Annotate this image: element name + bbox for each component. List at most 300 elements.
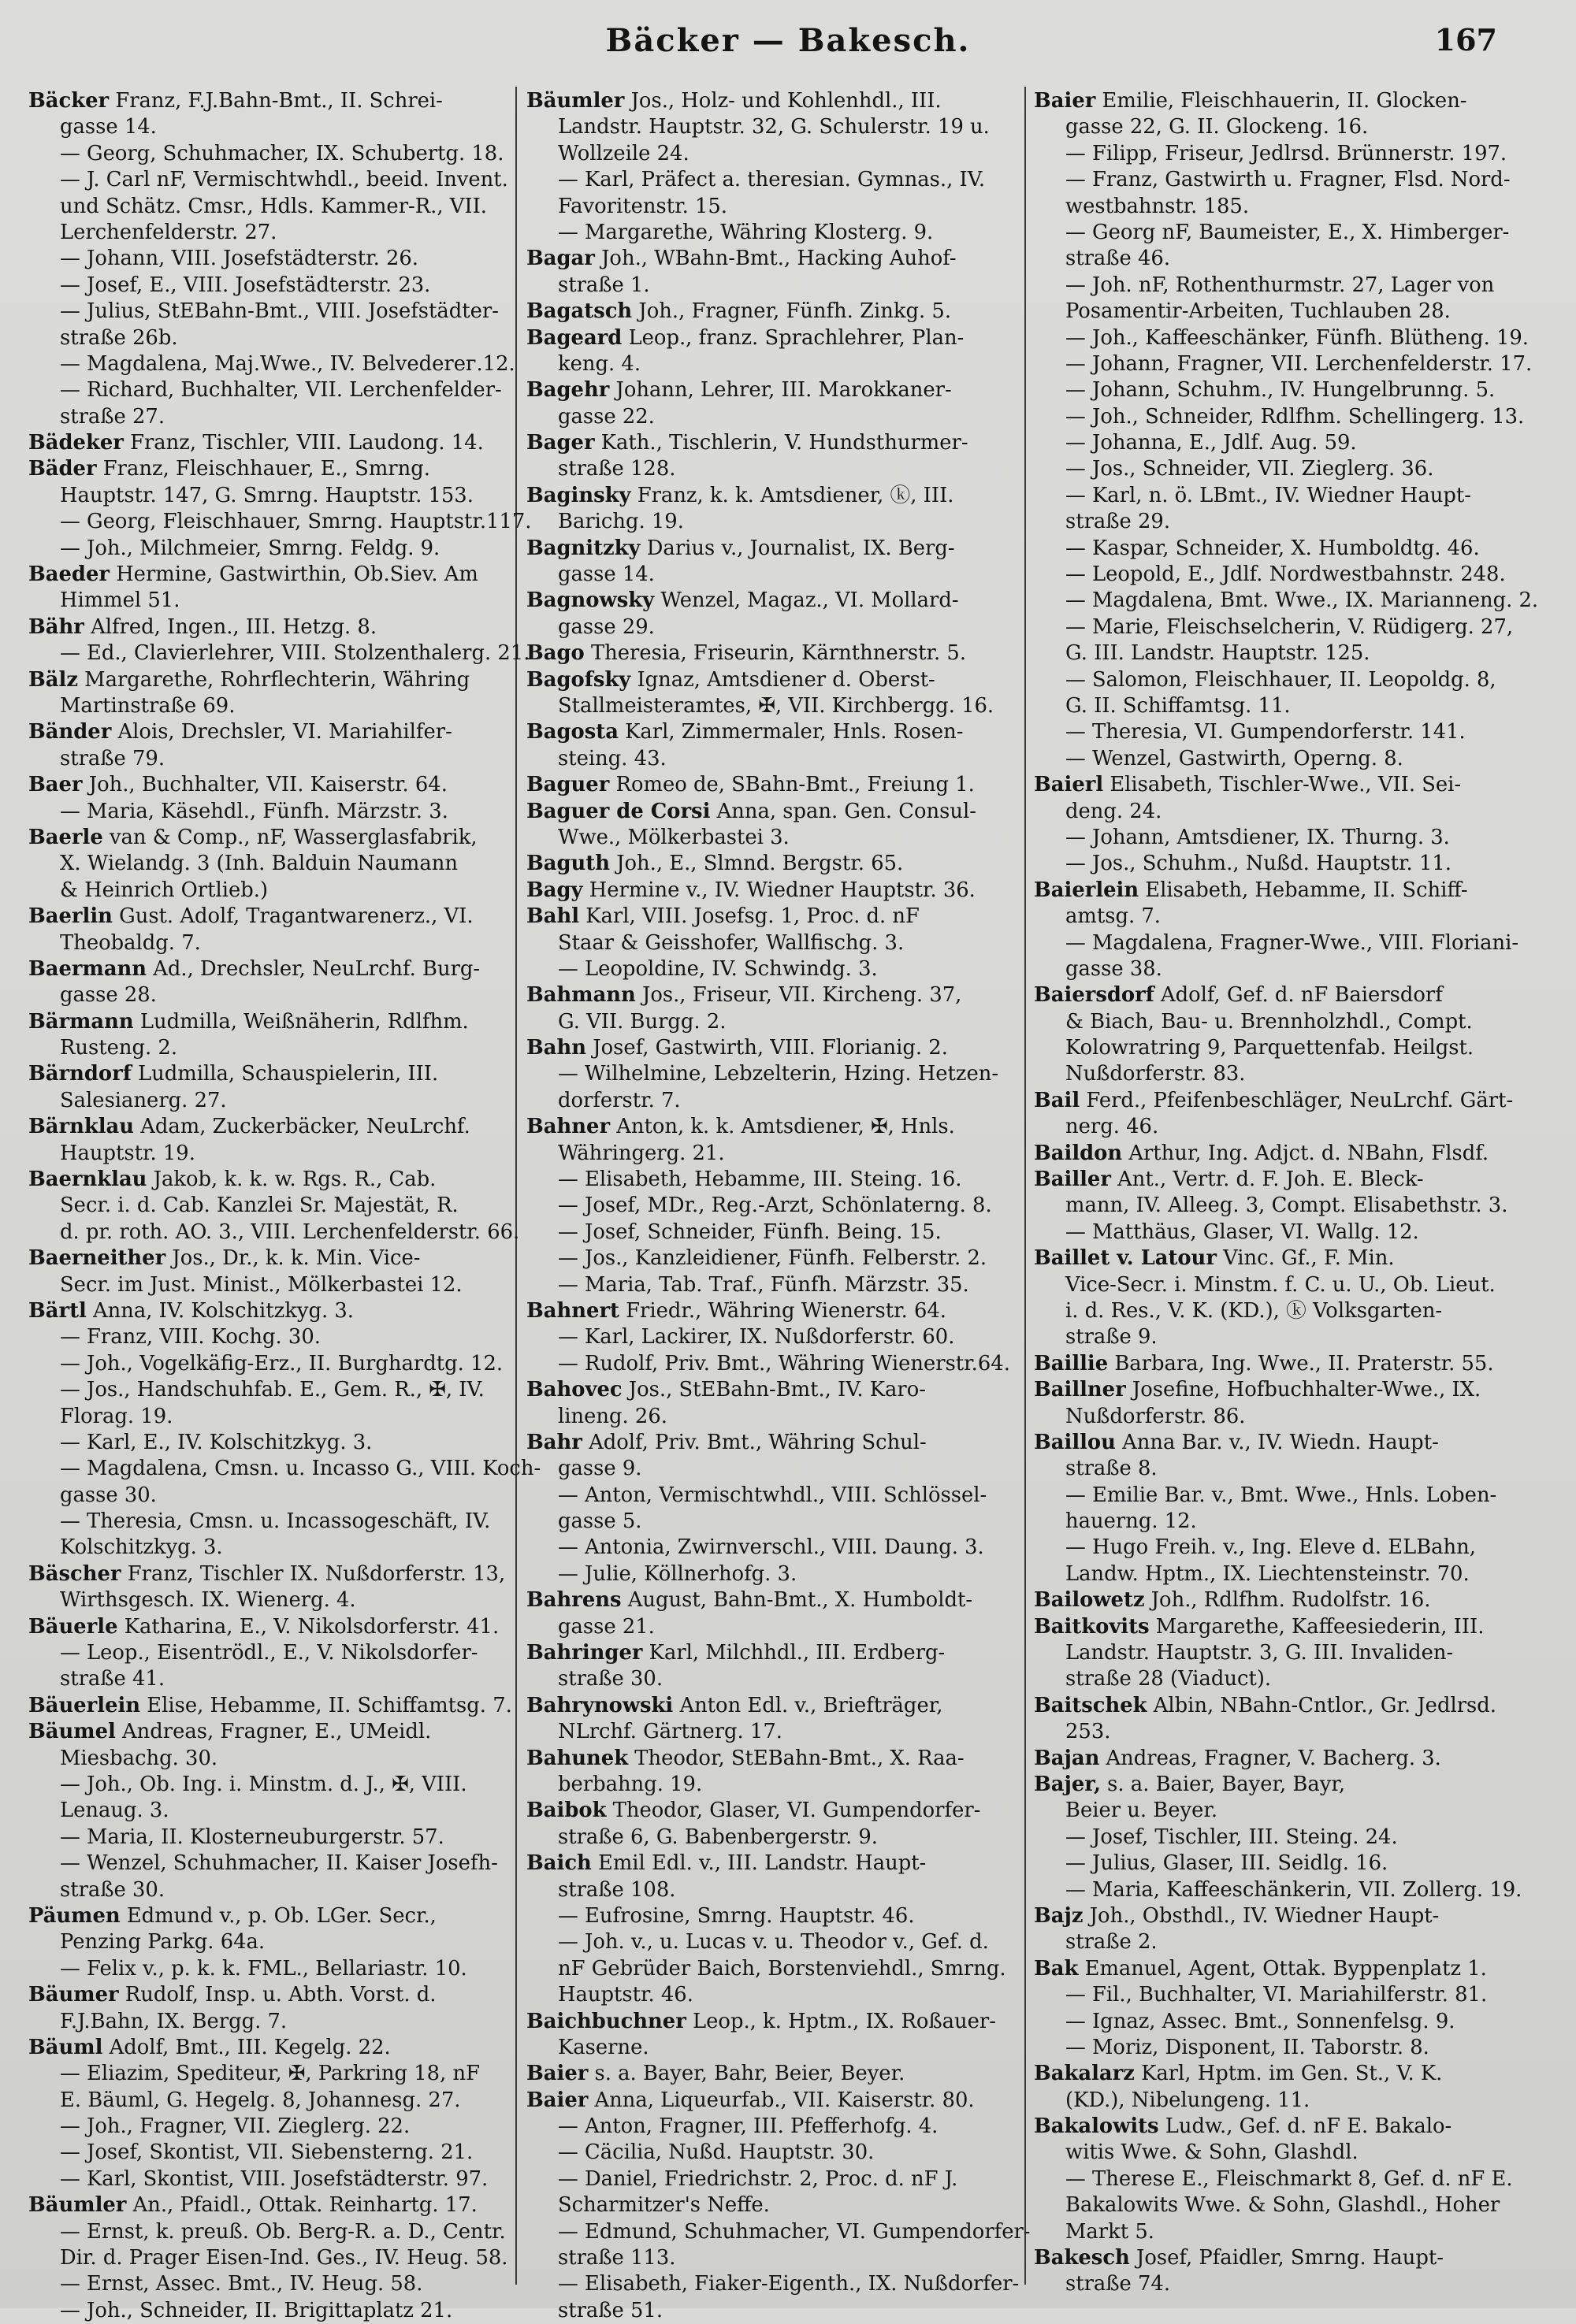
entry-text: i. d. Res., V. K. (KD.), ⓚ Volksgarten- bbox=[1065, 1298, 1443, 1323]
entry-text: Nußdorferstr. 83. bbox=[1065, 1062, 1246, 1086]
continuation-line bbox=[28, 2219, 507, 2245]
entry-surname: Baibok bbox=[526, 1799, 607, 1823]
entry-line bbox=[28, 719, 507, 745]
entry-surname: Bagatsch bbox=[526, 299, 633, 324]
entry-line bbox=[526, 878, 1017, 904]
entry-text: — Wenzel, Schuhmacher, II. Kaiser Josefh- bbox=[60, 1851, 498, 1876]
entry-text: — Wilhelmine, Lebzelterin, Hzing. Hetzen- bbox=[558, 1062, 999, 1086]
continuation-line bbox=[28, 1825, 507, 1851]
continuation-line bbox=[526, 1561, 1017, 1587]
entry-line bbox=[526, 1798, 1017, 1824]
continuation-line bbox=[526, 273, 1017, 299]
entry-surname: Bagnowsky bbox=[526, 588, 655, 613]
entry-line bbox=[1034, 2245, 1548, 2271]
entry-text: — J. Carl nF, Vermischtwhdl., beeid. Invent. bbox=[60, 168, 508, 192]
continuation-line bbox=[1034, 1561, 1548, 1587]
entry-text: nF Gebrüder Baich, Borstenviehdl., Smrng. bbox=[558, 1956, 1006, 1981]
entry-text: straße 113. bbox=[558, 2246, 676, 2270]
entry-text: — Ernst, Assec. Bmt., IV. Heug. 58. bbox=[60, 2272, 423, 2296]
continuation-line bbox=[526, 1903, 1017, 1929]
continuation-line bbox=[28, 930, 507, 956]
entry-text: mann, IV. Alleeg. 3, Compt. Elisabethstr. 3. bbox=[1065, 1194, 1508, 1218]
entry-text: — Georg nF, Baumeister, E., X. Himberger- bbox=[1065, 220, 1510, 244]
continuation-line bbox=[1034, 1719, 1548, 1745]
entry-surname: Baildon bbox=[1034, 1141, 1123, 1165]
entry-text: gasse 29. bbox=[558, 614, 655, 639]
entry-text: — Salomon, Fleischhauer, II. Leopoldg. 8, bbox=[1065, 667, 1496, 692]
entry-surname: Baginsky bbox=[526, 483, 631, 507]
entry-text: NLrchf. Gärtnerg. 17. bbox=[558, 1720, 782, 1744]
continuation-line bbox=[28, 982, 507, 1008]
continuation-line bbox=[28, 2140, 507, 2166]
continuation-line bbox=[28, 509, 532, 535]
continuation-line bbox=[526, 1956, 1017, 1982]
entry-surname: Bahrynowski bbox=[526, 1693, 674, 1717]
entry-text: — Joh., Milchmeier, Smrng. Feldg. 9. bbox=[60, 536, 440, 560]
entry-line bbox=[526, 1377, 1017, 1403]
continuation-line bbox=[1034, 1272, 1548, 1298]
entry-text: Joh., Obsthdl., IV. Wiedner Haupt- bbox=[1089, 1903, 1440, 1928]
continuation-line bbox=[28, 2061, 507, 2087]
entry-surname: Bäuerlein bbox=[28, 1693, 141, 1717]
continuation-line bbox=[526, 194, 1017, 220]
entry-text: — Maria, II. Klosterneuburgerstr. 57. bbox=[60, 1825, 444, 1849]
continuation-line bbox=[1034, 1825, 1548, 1851]
entry-surname: Bahner bbox=[526, 1115, 611, 1139]
entry-text: — Josef, Schneider, Fünfh. Being. 15. bbox=[558, 1220, 942, 1244]
continuation-line bbox=[1034, 719, 1548, 745]
entry-line bbox=[28, 1903, 507, 1929]
entry-text: gasse 21. bbox=[558, 1614, 655, 1639]
entry-text: Karl, Milchhdl., III. Erdberg- bbox=[649, 1641, 946, 1665]
entry-surname: Baitschek bbox=[1034, 1693, 1147, 1717]
entry-line bbox=[1034, 1167, 1548, 1193]
continuation-line bbox=[28, 1877, 507, 1903]
entry-line bbox=[28, 1719, 507, 1745]
continuation-line bbox=[28, 878, 507, 904]
continuation-line bbox=[1034, 273, 1548, 299]
continuation-line bbox=[526, 1404, 1017, 1430]
entry-text: Jos., Holz- und Kohlenhdl., III. bbox=[630, 89, 942, 113]
entry-surname: Baiersdorf bbox=[1034, 983, 1154, 1008]
entry-text: Landstr. Hauptstr. 32, G. Schulerstr. 19 u. bbox=[558, 115, 990, 139]
entry-text: G. III. Landstr. Hauptstr. 125. bbox=[1065, 641, 1370, 666]
entry-line bbox=[526, 772, 1017, 798]
entry-text: Gust. Adolf, Tragantwarenerz., VI. bbox=[119, 904, 474, 929]
continuation-line bbox=[1034, 220, 1548, 246]
entry-surname: Baier bbox=[526, 2062, 589, 2086]
entry-surname: Bahovec bbox=[526, 1378, 623, 1402]
entry-line bbox=[28, 772, 507, 798]
entry-text: Scharmitzer's Neffe. bbox=[558, 2193, 770, 2218]
entry-line bbox=[28, 1982, 507, 2008]
continuation-line bbox=[526, 1141, 1017, 1167]
entry-text: Anton, k. k. Amtsdiener, ✠, Hnls. bbox=[616, 1115, 955, 1139]
entry-text: — Georg, Fleischhauer, Smrng. Hauptstr.117. bbox=[60, 510, 532, 534]
entry-text: Josefine, Hofbuchhalter-Wwe., IX. bbox=[1132, 1378, 1481, 1402]
entry-text: — Emilie Bar. v., Bmt. Wwe., Hnls. Loben- bbox=[1065, 1483, 1497, 1507]
entry-text: s. a. Baier, Bayer, Bayr, bbox=[1107, 1773, 1346, 1796]
entry-text: Adam, Zuckerbäcker, NeuLrchf. bbox=[140, 1115, 470, 1139]
entry-text: — Johann, VIII. Josefstädterstr. 26. bbox=[60, 247, 419, 271]
entry-surname: Baer bbox=[28, 773, 83, 797]
continuation-line bbox=[526, 1009, 1017, 1035]
continuation-line bbox=[1034, 1798, 1548, 1824]
entry-text: Katharina, E., V. Nikolsdorferstr. 41. bbox=[124, 1614, 500, 1639]
entry-surname: Bähr bbox=[28, 614, 84, 639]
entry-surname: Baillet v. Latour bbox=[1034, 1246, 1217, 1271]
entry-surname: Baitkovits bbox=[1034, 1614, 1150, 1639]
entry-surname: Bajan bbox=[1034, 1746, 1100, 1770]
continuation-line bbox=[28, 536, 507, 562]
entry-text: — Elisabeth, Fiaker-Eigenth., IX. Nußdorfer- bbox=[558, 2272, 1020, 2296]
entry-line bbox=[526, 2009, 1017, 2035]
continuation-line bbox=[1034, 167, 1548, 193]
entry-surname: Bahr bbox=[526, 1430, 582, 1454]
entry-text: Ludmilla, Weißnäherin, Rdlfhm. bbox=[139, 1009, 469, 1034]
entry-surname: Baeder bbox=[28, 562, 110, 587]
entry-line bbox=[28, 1693, 512, 1719]
entry-surname: Bager bbox=[526, 431, 595, 455]
column-1 bbox=[28, 88, 541, 2322]
continuation-line bbox=[526, 167, 1017, 193]
entry-text: — Matthäus, Glaser, VI. Wallg. 12. bbox=[1065, 1220, 1419, 1244]
entry-line bbox=[28, 2192, 507, 2218]
continuation-line bbox=[526, 1272, 1017, 1298]
entry-text: Joh., WBahn-Bmt., Hacking Auhof- bbox=[601, 247, 957, 271]
entry-text: — Magdalena, Cmsn. u. Incasso G., VIII. Koch- bbox=[60, 1457, 541, 1481]
continuation-line bbox=[526, 614, 1017, 640]
entry-surname: Baierl bbox=[1034, 773, 1104, 797]
continuation-line bbox=[28, 1220, 520, 1246]
entry-text: Barbara, Ing. Wwe., II. Praterstr. 55. bbox=[1114, 1351, 1494, 1375]
continuation-line bbox=[1034, 614, 1548, 640]
entry-text: Rusteng. 2. bbox=[60, 1036, 178, 1060]
entry-line bbox=[28, 825, 507, 851]
continuation-line bbox=[526, 746, 1017, 772]
continuation-line bbox=[1034, 1324, 1548, 1350]
entry-line bbox=[526, 588, 1017, 614]
entry-text: — Kaspar, Schneider, X. Humboldtg. 46. bbox=[1065, 536, 1480, 560]
entry-text: straße 6, G. Babenbergerstr. 9. bbox=[558, 1825, 878, 1849]
entry-surname: Bälz bbox=[28, 667, 78, 692]
entry-text: 253. bbox=[1065, 1720, 1111, 1744]
entry-line bbox=[526, 325, 1017, 351]
page-number: 167 bbox=[1434, 22, 1497, 58]
entry-line bbox=[1034, 1956, 1548, 1982]
entry-line bbox=[526, 851, 1017, 877]
entry-text: — Jos., Handschuhfab. E., Gem. R., ✠, IV. bbox=[60, 1378, 485, 1402]
entry-surname: Bailowetz bbox=[1034, 1588, 1145, 1613]
entry-text: keng. 4. bbox=[558, 351, 641, 376]
continuation-line bbox=[1034, 509, 1548, 535]
entry-text: Secr. i. d. Cab. Kanzlei Sr. Majestät, R. bbox=[60, 1194, 459, 1218]
entry-line bbox=[526, 1851, 1017, 1877]
entry-surname: Bäumer bbox=[28, 1983, 119, 2007]
entry-text: — Julius, StEBahn-Bmt., VIII. Josefstädter- bbox=[60, 299, 499, 324]
entry-surname: Baguer de Corsi bbox=[526, 799, 711, 823]
entry-text: Anton Edl. v., Briefträger, bbox=[679, 1693, 943, 1717]
entry-surname: Bailler bbox=[1034, 1168, 1111, 1192]
continuation-line bbox=[28, 1851, 507, 1877]
entry-surname: Bahnert bbox=[526, 1298, 619, 1323]
continuation-line bbox=[526, 2166, 1017, 2192]
entry-surname: Baermann bbox=[28, 956, 147, 981]
entry-text: Ant., Vertr. d. F. Joh. E. Bleck- bbox=[1117, 1168, 1424, 1192]
continuation-line bbox=[1034, 1298, 1548, 1324]
continuation-line bbox=[526, 693, 1017, 719]
entry-text: — Franz, VIII. Kochg. 30. bbox=[60, 1325, 321, 1349]
entry-text: — Edmund, Schuhmacher, VI. Gumpendorfer- bbox=[558, 2219, 1031, 2244]
continuation-line bbox=[28, 377, 507, 403]
entry-text: — Therese E., Fleischmarkt 8, Gef. d. nF E. bbox=[1065, 2166, 1513, 2191]
entry-text: — Anton, Fragner, III. Pfefferhofg. 4. bbox=[558, 2114, 939, 2139]
entry-text: Anna, IV. Kolschitzkyg. 3. bbox=[93, 1298, 354, 1323]
entry-text: — Ignaz, Assec. Bmt., Sonnenfelsg. 9. bbox=[1065, 2009, 1455, 2033]
entry-text: deng. 24. bbox=[1065, 799, 1162, 823]
entry-line bbox=[1034, 2061, 1548, 2087]
continuation-line bbox=[1034, 799, 1548, 825]
entry-text: — Joh., Kaffeeschänker, Fünfh. Blütheng. 19. bbox=[1065, 325, 1529, 350]
entry-text: — Antonia, Zwirnverschl., VIII. Daung. 3. bbox=[558, 1535, 984, 1560]
entry-text: — Leopold, E., Jdlf. Nordwestbahnstr. 248. bbox=[1065, 562, 1506, 587]
continuation-line bbox=[1034, 930, 1548, 956]
entry-line bbox=[1034, 1351, 1548, 1377]
continuation-line bbox=[1034, 1877, 1548, 1903]
entry-surname: Baier bbox=[1034, 89, 1096, 113]
entry-text: Margarethe, Rohrflechterin, Währing bbox=[84, 667, 470, 692]
continuation-line bbox=[28, 1956, 507, 1982]
entry-line bbox=[526, 904, 1017, 930]
entry-text: Emanuel, Agent, Ottak. Byppenplatz 1. bbox=[1084, 1956, 1487, 1981]
entry-text: Albin, NBahn-Cntlor., Gr. Jedlrsd. bbox=[1153, 1693, 1496, 1717]
continuation-line bbox=[1034, 588, 1548, 614]
continuation-line bbox=[28, 2114, 507, 2140]
continuation-line bbox=[526, 1167, 1017, 1193]
entry-text: Leop., franz. Sprachlehrer, Plan- bbox=[628, 325, 965, 350]
entry-text: Posamentir-Arbeiten, Tuchlauben 28. bbox=[1065, 299, 1451, 324]
entry-text: Wollzeile 24. bbox=[558, 141, 690, 165]
entry-surname: Bäumler bbox=[526, 89, 625, 113]
entry-text: — Felix v., p. k. k. FML., Bellariastr. 10. bbox=[60, 1956, 467, 1981]
entry-text: Adolf, Bmt., III. Kegelg. 22. bbox=[109, 2035, 391, 2059]
entry-line bbox=[28, 956, 507, 982]
continuation-line bbox=[1034, 536, 1548, 562]
continuation-line bbox=[1034, 2219, 1548, 2245]
entry-text: gasse 22, G. II. Glockeng. 16. bbox=[1065, 115, 1369, 139]
column-divider bbox=[1024, 87, 1026, 2285]
entry-surname: Bahmann bbox=[526, 983, 636, 1008]
continuation-line bbox=[526, 2271, 1020, 2297]
entry-text: straße 108. bbox=[558, 1877, 676, 1902]
entry-text: Anna Bar. v., IV. Wiedn. Haupt- bbox=[1122, 1430, 1439, 1454]
entry-line bbox=[526, 246, 1017, 272]
entry-text: Theobaldg. 7. bbox=[60, 930, 201, 955]
entry-text: Emilie, Fleischhauerin, II. Glocken- bbox=[1102, 89, 1467, 113]
entry-surname: Bädeker bbox=[28, 431, 124, 455]
entry-text: Jakob, k. k. w. Rgs. R., Cab. bbox=[153, 1168, 437, 1192]
continuation-line bbox=[526, 1982, 1017, 2008]
entry-surname: Bak bbox=[1034, 1956, 1079, 1981]
entry-text: — Theresia, Cmsn. u. Incassogeschäft, IV. bbox=[60, 1509, 491, 1534]
entry-text: Florag. 19. bbox=[60, 1404, 173, 1428]
continuation-line bbox=[1034, 456, 1548, 482]
entry-text: — Magdalena, Bmt. Wwe., IX. Marianneng. 2. bbox=[1065, 588, 1539, 613]
continuation-line bbox=[526, 2192, 1017, 2218]
continuation-line bbox=[28, 2088, 507, 2114]
entry-text: Andreas, Fragner, V. Bacherg. 3. bbox=[1106, 1746, 1441, 1770]
entry-surname: Baerneither bbox=[28, 1246, 166, 1271]
entry-text: Franz, Fleischhauer, E., Smrng. bbox=[102, 457, 430, 481]
continuation-line bbox=[1034, 2035, 1548, 2061]
continuation-line bbox=[526, 2035, 1017, 2061]
entry-text: gasse 5. bbox=[558, 1509, 642, 1534]
entry-surname: Bäscher bbox=[28, 1561, 121, 1586]
entry-text: — Filipp, Friseur, Jedlrsd. Brünnerstr. 197. bbox=[1065, 141, 1507, 165]
entry-text: G. II. Schiffamtsg. 11. bbox=[1065, 693, 1291, 718]
continuation-line bbox=[526, 1483, 1017, 1509]
continuation-line bbox=[28, 1456, 541, 1482]
entry-line bbox=[1034, 2114, 1548, 2140]
continuation-line bbox=[526, 1456, 1017, 1482]
entry-text: nerg. 46. bbox=[1065, 1115, 1159, 1139]
entry-text: — Josef, Tischler, III. Steing. 24. bbox=[1065, 1825, 1398, 1849]
continuation-line bbox=[28, 1351, 507, 1377]
continuation-line bbox=[526, 825, 1017, 851]
continuation-line bbox=[28, 1088, 507, 1114]
entry-text: Martinstraße 69. bbox=[60, 693, 236, 718]
entry-text: van & Comp., nF, Wasserglasfabrik, bbox=[109, 825, 478, 849]
entry-text: Hauptstr. 19. bbox=[60, 1141, 195, 1165]
entry-text: Joh., Buchhalter, VII. Kaiserstr. 64. bbox=[88, 773, 448, 797]
continuation-line bbox=[1034, 141, 1548, 167]
entry-text: — Karl, E., IV. Kolschitzkyg. 3. bbox=[60, 1430, 373, 1454]
continuation-line bbox=[28, 1272, 507, 1298]
entry-surname: Bagofsky bbox=[526, 667, 631, 692]
continuation-line bbox=[28, 693, 507, 719]
entry-text: Darius v., Journalist, IX. Berg- bbox=[646, 536, 955, 560]
continuation-line bbox=[1034, 351, 1548, 377]
continuation-line bbox=[1034, 640, 1548, 666]
continuation-line bbox=[526, 2219, 1031, 2245]
entry-text: G. VII. Burgg. 2. bbox=[558, 1009, 727, 1034]
continuation-line bbox=[28, 1377, 507, 1403]
continuation-line bbox=[526, 1193, 1017, 1219]
entry-surname: Baillner bbox=[1034, 1378, 1126, 1402]
entry-line bbox=[526, 1430, 1017, 1456]
column-3 bbox=[1034, 88, 1548, 2294]
entry-line bbox=[1034, 1141, 1548, 1167]
entry-text: Adolf, Priv. Bmt., Währing Schul- bbox=[589, 1430, 927, 1454]
continuation-line bbox=[28, 799, 507, 825]
continuation-line bbox=[28, 2271, 507, 2297]
entry-text: — Eliazim, Spediteur, ✠, Parkring 18, nF bbox=[60, 2062, 480, 2086]
entry-text: — Jos., Schneider, VII. Zieglerg. 36. bbox=[1065, 457, 1434, 481]
entry-surname: Baillie bbox=[1034, 1351, 1109, 1375]
entry-surname: Baguer bbox=[526, 773, 610, 797]
entry-line bbox=[1034, 1693, 1548, 1719]
entry-surname: Bago bbox=[526, 641, 585, 666]
entry-text: Karl, Zimmermaler, Hnls. Rosen- bbox=[625, 720, 964, 744]
entry-text: Josef, Pfaidler, Smrng. Haupt- bbox=[1136, 2246, 1444, 2270]
running-head: Bäcker — Bakesch. bbox=[605, 22, 971, 59]
entry-text: Jos., Friseur, VII. Kircheng. 37, bbox=[642, 983, 962, 1008]
continuation-line bbox=[28, 1404, 507, 1430]
entry-line bbox=[526, 1587, 1017, 1613]
entry-line bbox=[1034, 878, 1548, 904]
entry-surname: Bakalarz bbox=[1034, 2062, 1135, 2086]
entry-surname: Bakalowits bbox=[1034, 2114, 1159, 2139]
entry-line bbox=[526, 799, 1017, 825]
continuation-line bbox=[28, 351, 515, 377]
entry-surname: Baier bbox=[526, 2088, 589, 2112]
entry-text: dorferstr. 7. bbox=[558, 1088, 681, 1112]
entry-text: straße 27. bbox=[60, 404, 165, 429]
entry-text: X. Wielandg. 3 (Inh. Balduin Naumann bbox=[60, 852, 458, 876]
continuation-line bbox=[1034, 1535, 1548, 1561]
entry-surname: Bakesch bbox=[1034, 2246, 1130, 2270]
entry-line bbox=[1034, 1430, 1548, 1456]
entry-line bbox=[28, 88, 507, 114]
entry-text: Alois, Drechsler, VI. Mariahilfer- bbox=[117, 720, 452, 744]
entry-surname: Bärtl bbox=[28, 1298, 87, 1323]
entry-surname: Bahl bbox=[526, 904, 580, 929]
entry-text: straße 30. bbox=[60, 1877, 165, 1902]
entry-line bbox=[526, 1035, 1017, 1061]
entry-surname: Baerlin bbox=[28, 904, 113, 929]
entry-surname: Bageard bbox=[526, 325, 623, 350]
entry-text: witis Wwe. & Sohn, Glashdl. bbox=[1065, 2140, 1359, 2165]
entry-surname: Bagehr bbox=[526, 378, 610, 403]
entry-line bbox=[1034, 1746, 1548, 1772]
continuation-line bbox=[28, 746, 507, 772]
entry-text: — Josef, E., VIII. Josefstädterstr. 23. bbox=[60, 273, 431, 297]
entry-line bbox=[28, 1009, 507, 1035]
entry-line bbox=[28, 614, 507, 640]
entry-surname: Baichbuchner bbox=[526, 2009, 686, 2033]
entry-text: — Ernst, k. preuß. Ob. Berg-R. a. D., Centr. bbox=[60, 2219, 506, 2244]
continuation-line bbox=[1034, 851, 1548, 877]
continuation-line bbox=[1034, 693, 1548, 719]
continuation-line bbox=[28, 2298, 507, 2324]
entry-text: Ignaz, Amtsdiener d. Oberst- bbox=[637, 667, 935, 692]
continuation-line bbox=[526, 2298, 1017, 2324]
entry-text: Alfred, Ingen., III. Hetzg. 8. bbox=[91, 614, 377, 639]
entry-text: Anna, Liqueurfab., VII. Kaiserstr. 80. bbox=[594, 2088, 975, 2112]
entry-text: Nußdorferstr. 86. bbox=[1065, 1404, 1246, 1428]
entry-text: Penzing Parkg. 64a. bbox=[60, 1930, 266, 1955]
entry-text: Hermine, Gastwirthin, Ob.Siev. Am bbox=[116, 562, 478, 587]
continuation-line bbox=[526, 930, 1017, 956]
entry-surname: Bäder bbox=[28, 457, 97, 481]
entry-line bbox=[526, 1746, 1017, 1772]
entry-line bbox=[1034, 1377, 1548, 1403]
entry-line bbox=[526, 2061, 1017, 2087]
entry-text: Joh., Rdlfhm. Rudolfstr. 16. bbox=[1150, 1588, 1431, 1613]
entry-line bbox=[1034, 1246, 1548, 1272]
continuation-line bbox=[1034, 2271, 1548, 2297]
entry-line bbox=[28, 1246, 507, 1272]
entry-text: Ad., Drechsler, NeuLrchf. Burg- bbox=[153, 956, 481, 981]
entry-line bbox=[526, 1693, 1017, 1719]
continuation-line bbox=[526, 1061, 1017, 1087]
entry-text: Franz, Tischler IX. Nußdorferstr. 13, bbox=[127, 1561, 506, 1586]
continuation-line bbox=[28, 1640, 507, 1666]
entry-text: lineng. 26. bbox=[558, 1404, 667, 1428]
entry-text: Salesianerg. 27. bbox=[60, 1088, 227, 1112]
entry-text: — Karl, Skontist, VIII. Josefstädterstr. 97. bbox=[60, 2166, 489, 2191]
continuation-line bbox=[28, 167, 507, 193]
